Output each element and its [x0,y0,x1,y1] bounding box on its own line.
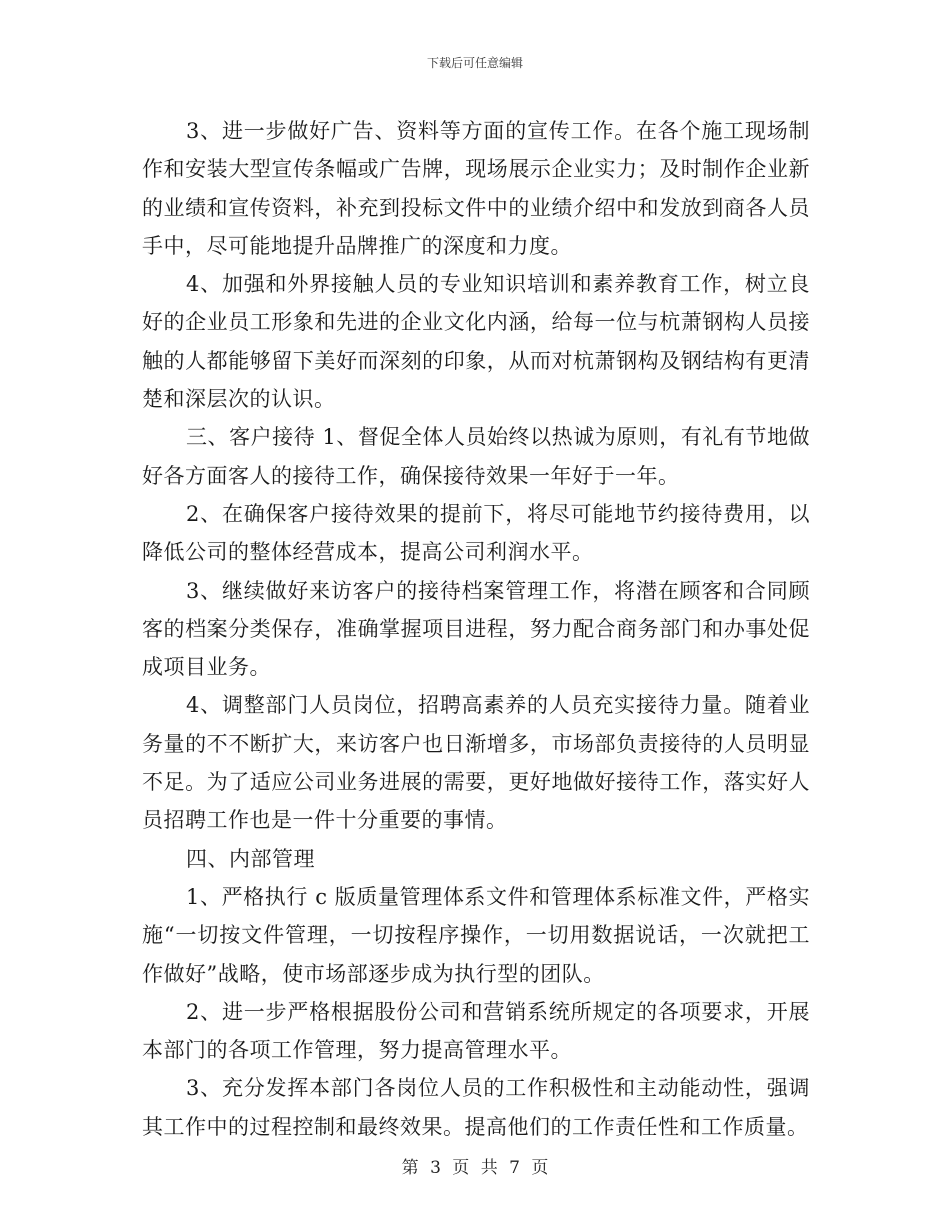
document-body [142,112,810,1146]
paragraph-section-heading: 三、客户接待 1、督促全体人员始终以热诚为原则，有礼有节地做好各方面客人的接待工作，确保接待效果一年好于一年。 [142,425,810,488]
paragraph: 4、调整部门人员岗位，招聘高素养的人员充实接待力量。随着业务量的不不断扩大，来访客户也日渐增多，市场部负责接待的人员明显不足。为了适应公司业务进展的需要，更好地做好接待工作，落实好人员招聘工作也是一件十分重要的事情。 [142,693,810,833]
paragraph: 3、进一步做好广告、资料等方面的宣传工作。在各个施工现场制作和安装大型宣传条幅或广告牌，现场展示企业实力；及时制作企业新的业绩和宣传资料，补充到投标文件中的业绩介绍中和发放到商各人员手中，尽可能地提升品牌推广的深度和力度。 [142,119,810,258]
paragraph: 1、严格执行 c 版质量管理体系文件和管理体系标准文件，严格实施“一切按文件管理，一切按程序操作，一切用数据说话，一次就把工作做好”战略，使市场部逐步成为执行型的团队。 [142,884,810,986]
paragraph: 4、加强和外界接触人员的专业知识培训和素养教育工作，树立良好的企业员工形象和先进的企业文化内涵，给每一位与杭萧钢构人员接触的人都能够留下美好而深刻的印象，从而对杭萧钢构及钢结构有更清楚和深层次的认识。 [142,272,810,412]
section-heading: 四、内部管理 [186,846,315,871]
paragraph: 3、充分发挥本部门各岗位人员的工作积极性和主动能动性，强调其工作中的过程控制和最终效果。提高他们的工作责任性和工作质量。 [142,1076,810,1139]
page-number-footer: 第 3 页 共 7 页 [401,1158,549,1178]
paragraph: 3、继续做好来访客户的接待档案管理工作，将潜在顾客和合同顾客的档案分类保存，准确掌握项目进程，努力配合商务部门和办事处促成项目业务。 [142,578,810,680]
paragraph: 2、在确保客户接待效果的提前下，将尽可能地节约接待费用，以降低公司的整体经营成本，提高公司利润水平。 [142,501,810,565]
paragraph: 2、进一步严格根据股份公司和营销系统所规定的各项要求，开展本部门的各项工作管理，努力提高管理水平。 [142,999,810,1063]
page-header: 下载后可任意编辑 [426,56,523,70]
